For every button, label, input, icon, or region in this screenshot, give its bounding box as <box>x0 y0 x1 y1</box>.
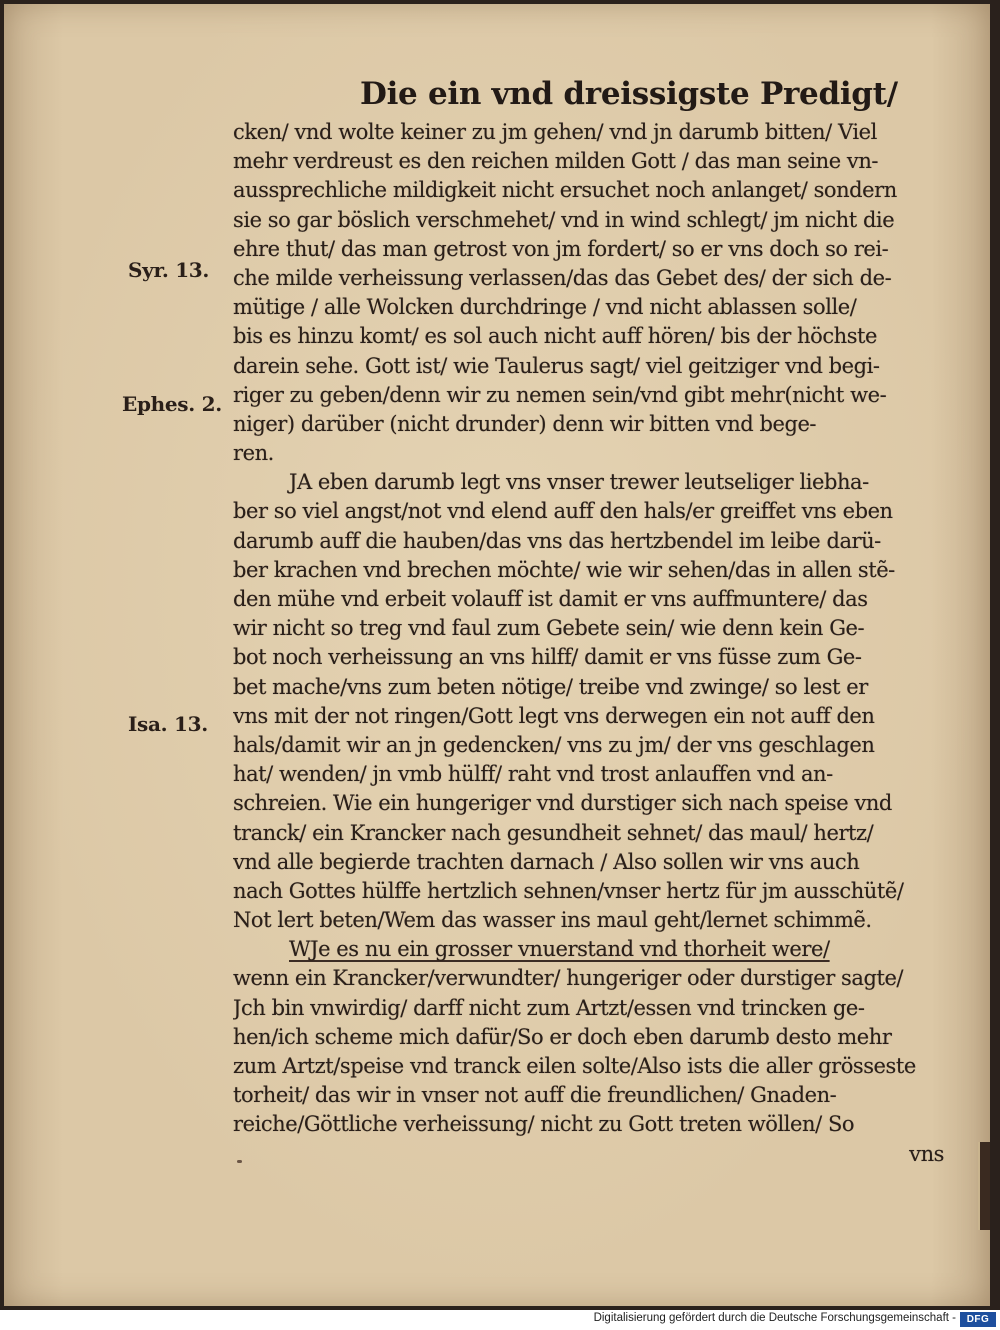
body-text <box>233 118 948 1169</box>
text-line: torheit/ das wir in vnser not auff die freundlichen/ Gnaden- <box>233 1083 837 1108</box>
text-line: bis es hinzu komt/ es sol auch nicht auff hören/ bis der höchste <box>233 324 877 349</box>
catchword: vns <box>909 1141 944 1166</box>
text-line: tranck/ ein Krancker nach gesundheit sehnet/ das maul/ hertz/ <box>233 820 874 845</box>
page-edge-tab <box>978 1142 990 1230</box>
text-line: ehre thut/ das man getrost von jm fordert/ so er vns doch so rei- <box>233 236 889 261</box>
paragraph-start-line: JA eben darumb legt vns vnser trewer leutseliger liebha- <box>289 470 869 495</box>
margin-note-isa: Isa. 13. <box>128 712 208 736</box>
dfg-logo: DFG <box>960 1312 996 1327</box>
text-line: nach Gottes hülffe hertzlich sehnen/vnser hertz für jm ausschütẽ/ <box>233 878 904 903</box>
text-line: wir nicht so treg vnd faul zum Gebete sein/ wie denn kein Ge- <box>233 616 865 641</box>
text-line: mütige / alle Wolcken durchdringe / vnd nicht ablassen solle/ <box>233 295 857 320</box>
text-line: hat/ wenden/ jn vmb hülff/ raht vnd trost anlauffen vnd an- <box>233 762 833 787</box>
margin-note-syr: Syr. 13. <box>128 258 210 282</box>
text-line: riger zu geben/denn wir zu nemen sein/vnd gibt mehr(nicht we- <box>233 382 887 407</box>
text-line: cken/ vnd wolte keiner zu jm gehen/ vnd jn darumb bitten/ Viel <box>233 120 877 144</box>
text-line: bot noch verheissung an vns hilff/ damit er vns füsse zum Ge- <box>233 645 862 670</box>
text-line: aussprechliche mildigkeit nicht ersuchet noch anlanget/ sondern <box>233 178 897 203</box>
text-line: mehr verdreust es den reichen milden Gott / das man seine vn- <box>233 149 879 174</box>
page-headline: Die ein vnd dreissigste Predigt/ <box>360 76 898 112</box>
text-line: bet mache/vns zum beten nötige/ treibe vnd zwinge/ so lest er <box>233 674 868 699</box>
text-line: che milde verheissung verlassen/das das Gebet des/ der sich de- <box>233 265 892 290</box>
ink-speck <box>237 1160 242 1163</box>
text-line: hals/damit wir an jn gedencken/ vns zu jm/ der vns geschlagen <box>233 732 875 757</box>
text-line: darumb auff die hauben/das vns das hertzbendel im leibe darü- <box>233 528 881 553</box>
margin-note-ephes: Ephes. 2. <box>122 392 222 416</box>
text-line: den mühe vnd erbeit volauff ist damit er vns auffmuntere/ das <box>233 587 868 611</box>
text-line: wenn ein Krancker/verwundter/ hungeriger oder durstiger sagte/ <box>233 966 904 991</box>
text-line: Jch bin vnwirdig/ darff nicht zum Artzt/essen vnd trincken ge- <box>233 995 865 1020</box>
text-line: hen/ich scheme mich dafür/So er doch eben darumb desto mehr <box>233 1024 892 1049</box>
text-line: sie so gar böslich verschmehet/ vnd in wind schlegt/ jm nicht die <box>233 207 895 232</box>
footer-bar <box>0 1310 1000 1330</box>
paragraph-start-line: WJe es nu ein grosser vnuerstand vnd thorheit were/ <box>289 937 830 962</box>
text-line: ber so viel angst/not vnd elend auff den hals/er greiffet vns eben <box>233 499 893 524</box>
text-line: Not lert beten/Wem das wasser ins maul geht/lernet schimmẽ. <box>233 908 872 933</box>
text-line: ren. <box>233 441 274 466</box>
text-line: reiche/Göttliche verheissung/ nicht zu Gott treten wöllen/ So <box>233 1112 855 1137</box>
text-line: schreien. Wie ein hungeriger vnd durstiger sich nach speise vnd <box>233 791 892 816</box>
text-line: ber krachen vnd brechen möchte/ wie wir sehen/das in allen stẽ- <box>233 557 895 582</box>
text-line: zum Artzt/speise vnd tranck eilen solte/Also ists die aller grösseste <box>233 1054 916 1078</box>
text-line: vnd alle begierde trachten darnach / Also sollen wir vns auch <box>233 849 860 874</box>
funding-credit: Digitalisierung gefördert durch die Deutsche Forschungsgemeinschaft - <box>593 1312 956 1324</box>
text-line: darein sehe. Gott ist/ wie Taulerus sagt/ viel geitziger vnd begi- <box>233 353 880 378</box>
text-line: vns mit der not ringen/Gott legt vns derwegen ein not auff den <box>233 703 875 728</box>
text-line: niger) darüber (nicht drunder) denn wir bitten vnd bege- <box>233 411 817 436</box>
